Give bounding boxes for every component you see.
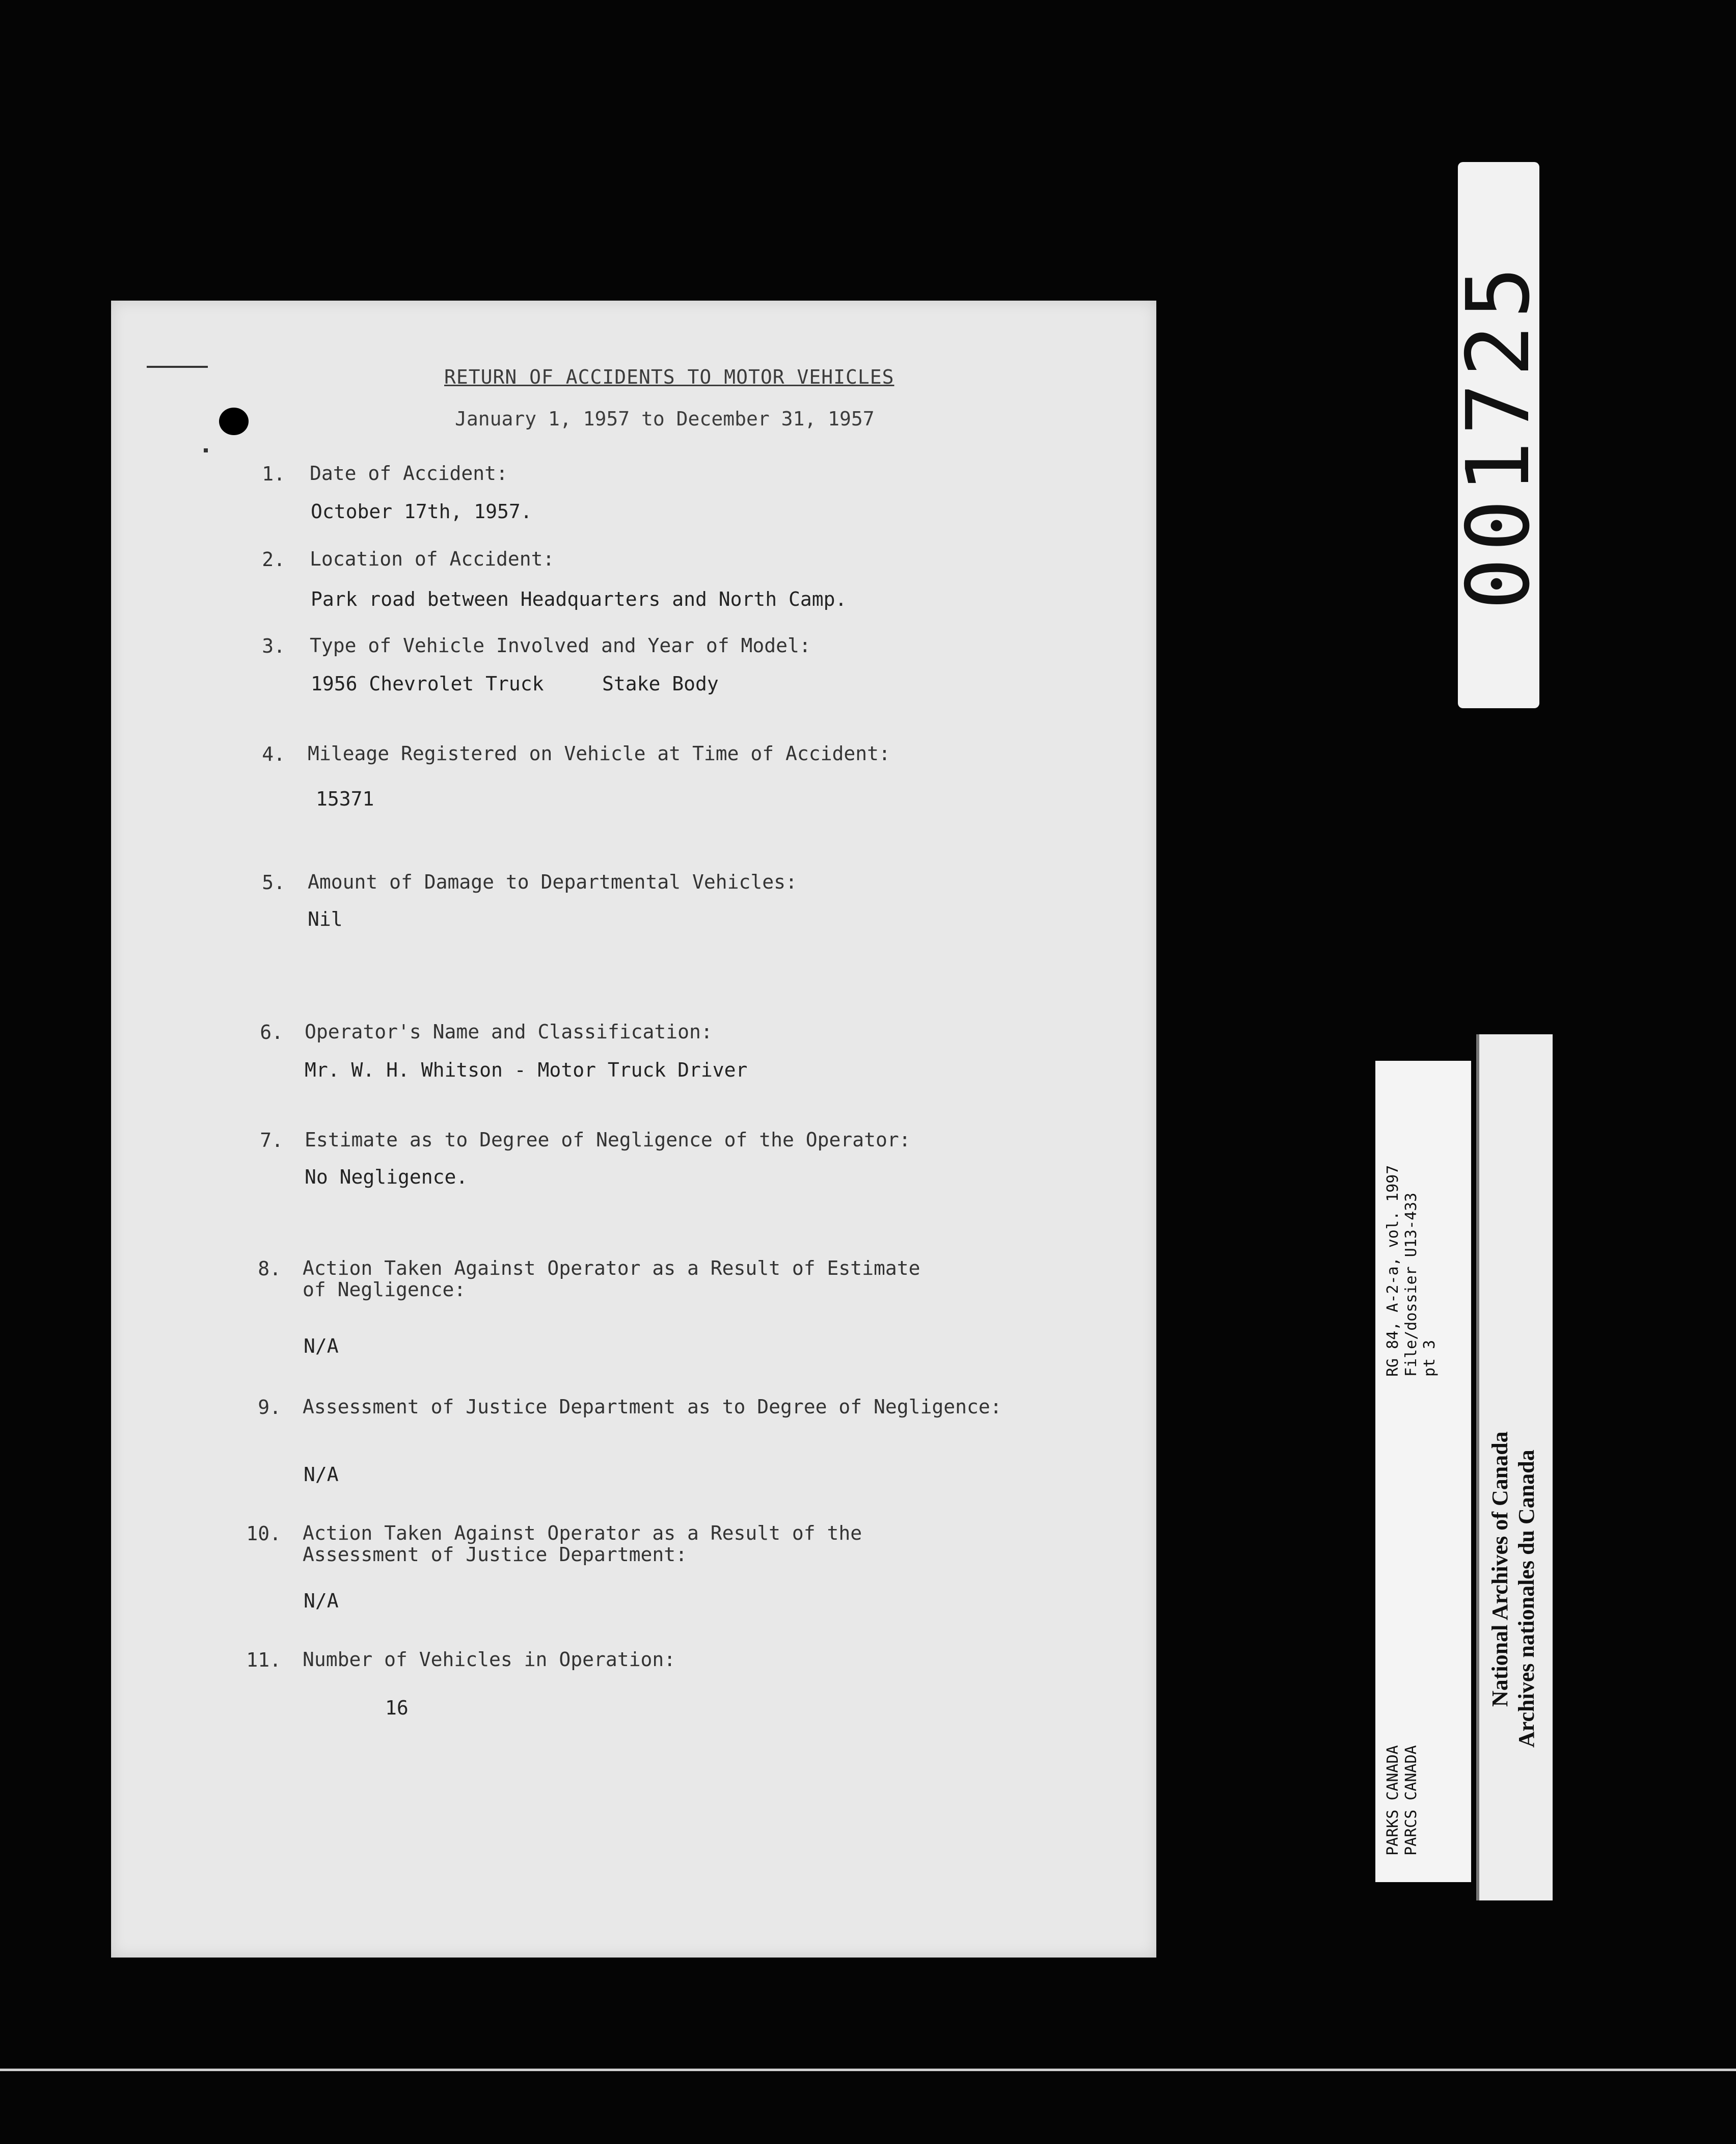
item-answer: Mr. W. H. Whitson - Motor Truck Driver: [305, 1059, 748, 1081]
reference-line-1: RG 84, A-2-a, vol. 1997: [1384, 1165, 1402, 1377]
scan-speck: [204, 448, 208, 452]
parks-line-1: PARKS CANADA: [1384, 1745, 1402, 1856]
item-number: 8.: [258, 1257, 281, 1280]
item-question: Date of Accident:: [310, 462, 508, 485]
item-answer: N/A: [304, 1463, 339, 1486]
item-question: Mileage Registered on Vehicle at Time of Accident:: [308, 742, 890, 765]
frame-number-label: [1448, 162, 1549, 708]
archives-name-fr: Archives nationales du Canada: [1514, 1450, 1539, 1748]
item-number: 7.: [260, 1129, 283, 1151]
item-number: 11.: [246, 1649, 281, 1671]
item-question: Action Taken Against Operator as a Result of Estimate of Negligence:: [303, 1257, 920, 1301]
parks-line-2: PARCS CANADA: [1402, 1745, 1420, 1856]
reference-line-2: File/dossier U13-433: [1402, 1192, 1420, 1377]
reference-line-3: pt 3: [1421, 1339, 1439, 1377]
reference-tag: [1375, 1061, 1471, 1882]
item-question: Amount of Damage to Departmental Vehicles:: [308, 871, 797, 893]
item-number: 6.: [260, 1021, 283, 1043]
item-answer: No Negligence.: [305, 1166, 468, 1188]
item-answer: 1956 Chevrolet Truck Stake Body: [311, 673, 719, 695]
item-number: 10.: [246, 1522, 281, 1545]
item-answer: Nil: [308, 908, 343, 930]
scan-speck: [147, 366, 208, 368]
item-number: 1.: [262, 463, 285, 485]
punch-hole: [219, 408, 249, 435]
item-question: Assessment of Justice Department as to Degree of Negligence:: [303, 1396, 1002, 1418]
item-question: Number of Vehicles in Operation:: [303, 1648, 676, 1671]
item-answer: Park road between Headquarters and North Camp.: [311, 588, 847, 610]
item-answer: N/A: [304, 1590, 339, 1612]
frame-number: 001725: [1448, 260, 1549, 610]
item-question: Estimate as to Degree of Negligence of the Operator:: [305, 1129, 911, 1151]
item-number: 3.: [262, 635, 285, 657]
frame-edge-line: [0, 2069, 1736, 2071]
archives-name-en: National Archives of Canada: [1487, 1431, 1512, 1707]
item-answer: October 17th, 1957.: [311, 500, 532, 523]
document-title: RETURN OF ACCIDENTS TO MOTOR VEHICLES: [444, 366, 894, 388]
item-answer: 15371: [316, 788, 374, 810]
item-answer: N/A: [304, 1335, 339, 1357]
document-period: January 1, 1957 to December 31, 1957: [455, 408, 875, 430]
item-question: Location of Accident:: [310, 548, 555, 570]
item-number: 4.: [262, 743, 285, 765]
item-number: 9.: [258, 1396, 281, 1418]
item-question: Operator's Name and Classification:: [305, 1021, 713, 1043]
item-answer: 16: [385, 1697, 409, 1719]
item-number: 5.: [262, 871, 285, 894]
item-question: Type of Vehicle Involved and Year of Model:: [310, 634, 811, 657]
item-number: 2.: [262, 548, 285, 571]
item-question: Action Taken Against Operator as a Result of the Assessment of Justice Department:: [303, 1522, 862, 1566]
archives-tag: [1476, 1034, 1553, 1900]
